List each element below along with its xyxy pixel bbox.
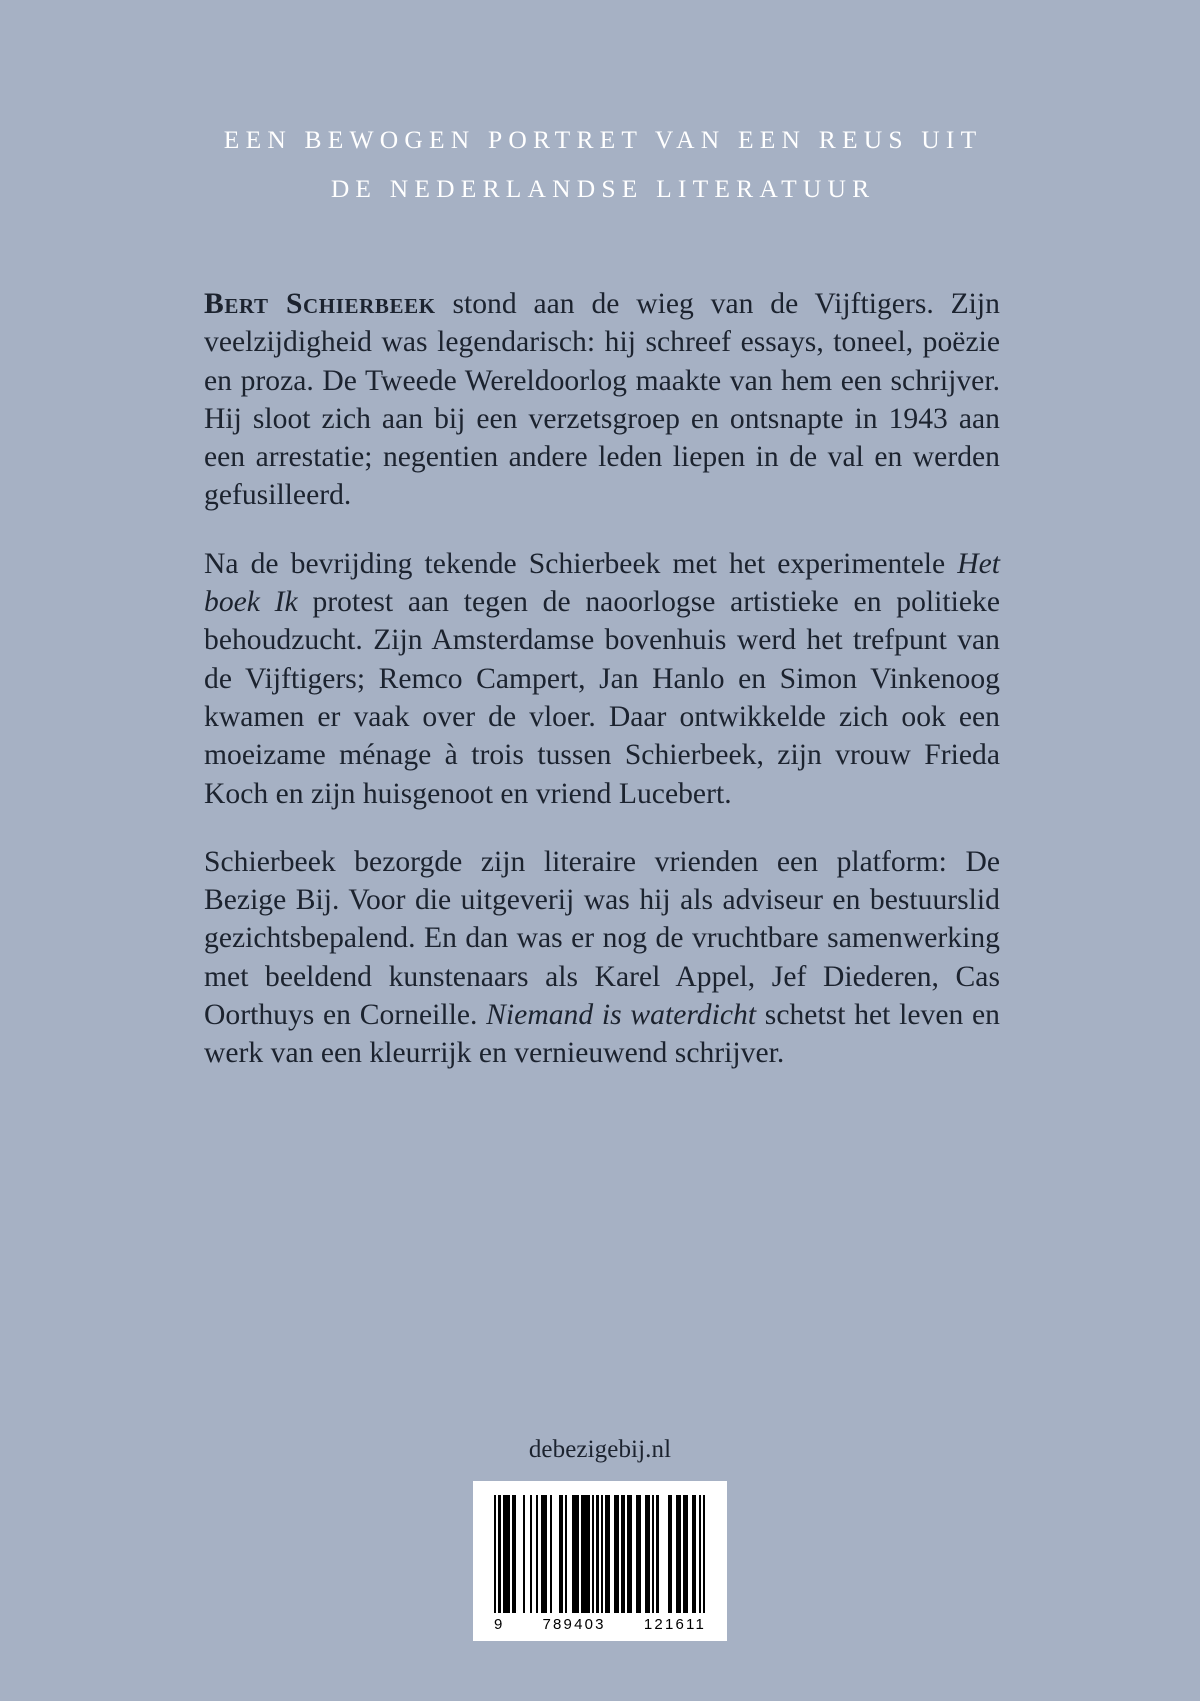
book-title-het-boek-ik: Het boek Ik [204, 547, 1000, 619]
tagline-line-2: DE NEDERLANDSE LITERATUUR [330, 174, 876, 203]
blurb-paragraph-2-part-2: protest aan tegen de naoorlogse artistieke en politieke behoudzucht. Zijn Amsterdamse bovenhuis werd het trefpunt van de Vijftigers; Remco Campert, Jan Hanlo en Simon Vinkenoog kwamen er vaak over de vloer. Daar ontwikkelde zich ook een moeizame ménage à trois tussen Schierbeek, zijn vrouw Frieda Koch en zijn huisgenoot en vriend Lucebert. [204, 586, 1000, 810]
barcode-right-group: 121611 [643, 1616, 706, 1633]
blurb-text [204, 285, 1000, 1073]
author-name-smallcaps: Bert Schierbeek [204, 288, 436, 320]
isbn-barcode [473, 1481, 727, 1641]
blurb-paragraph-3 [204, 843, 1000, 1073]
blurb-paragraph-3-part-1: Schierbeek bezorgde zijn literaire vrienden een platform: De Bezige Bij. Voor die uitgeverij was hij als adviseur en bestuurslid gezichtsbepalend. En dan was er nog de vruchtbare samenwerking met beeldend kunstenaars als Karel Appel, Jef Diederen, Cas Oorthuys en Corneille. [204, 845, 1000, 1032]
book-title-niemand-is-waterdicht: Niemand is waterdicht [486, 999, 757, 1032]
barcode-digits [494, 1613, 706, 1635]
blurb-paragraph-2 [204, 545, 1000, 813]
cover-footer [0, 1435, 1200, 1641]
blurb-paragraph-1-body: stond aan de wieg van de Vijftigers. Zijn veelzijdigheid was legendarisch: hij schreef essays, toneel, poëzie en proza. De Tweede Wereldoorlog maakte van hem een schrijver. Hij sloot zich aan bij een verzetsgroep en ontsnapte in 1943 aan een arrestatie; negentien andere leden liepen in de val en werden gefusilleerd. [204, 288, 1000, 512]
blurb-paragraph-3-part-2: schetst het leven en werk van een kleurrijk en vernieuwend schrijver. [204, 999, 1001, 1070]
tagline-line-1: EEN BEWOGEN PORTRET VAN EEN REUS UIT [223, 125, 983, 154]
barcode-left-group: 789403 [542, 1616, 606, 1633]
cover-tagline [185, 115, 1015, 213]
barcode-lead-digit: 9 [494, 1616, 503, 1633]
publisher-website-url[interactable]: debezigebij.nl [528, 1436, 672, 1463]
blurb-paragraph-1 [204, 285, 1000, 515]
blurb-paragraph-2-part-1: Na de bevrijding tekende Schierbeek met het experimentele [204, 547, 958, 580]
barcode-bars [494, 1495, 706, 1613]
